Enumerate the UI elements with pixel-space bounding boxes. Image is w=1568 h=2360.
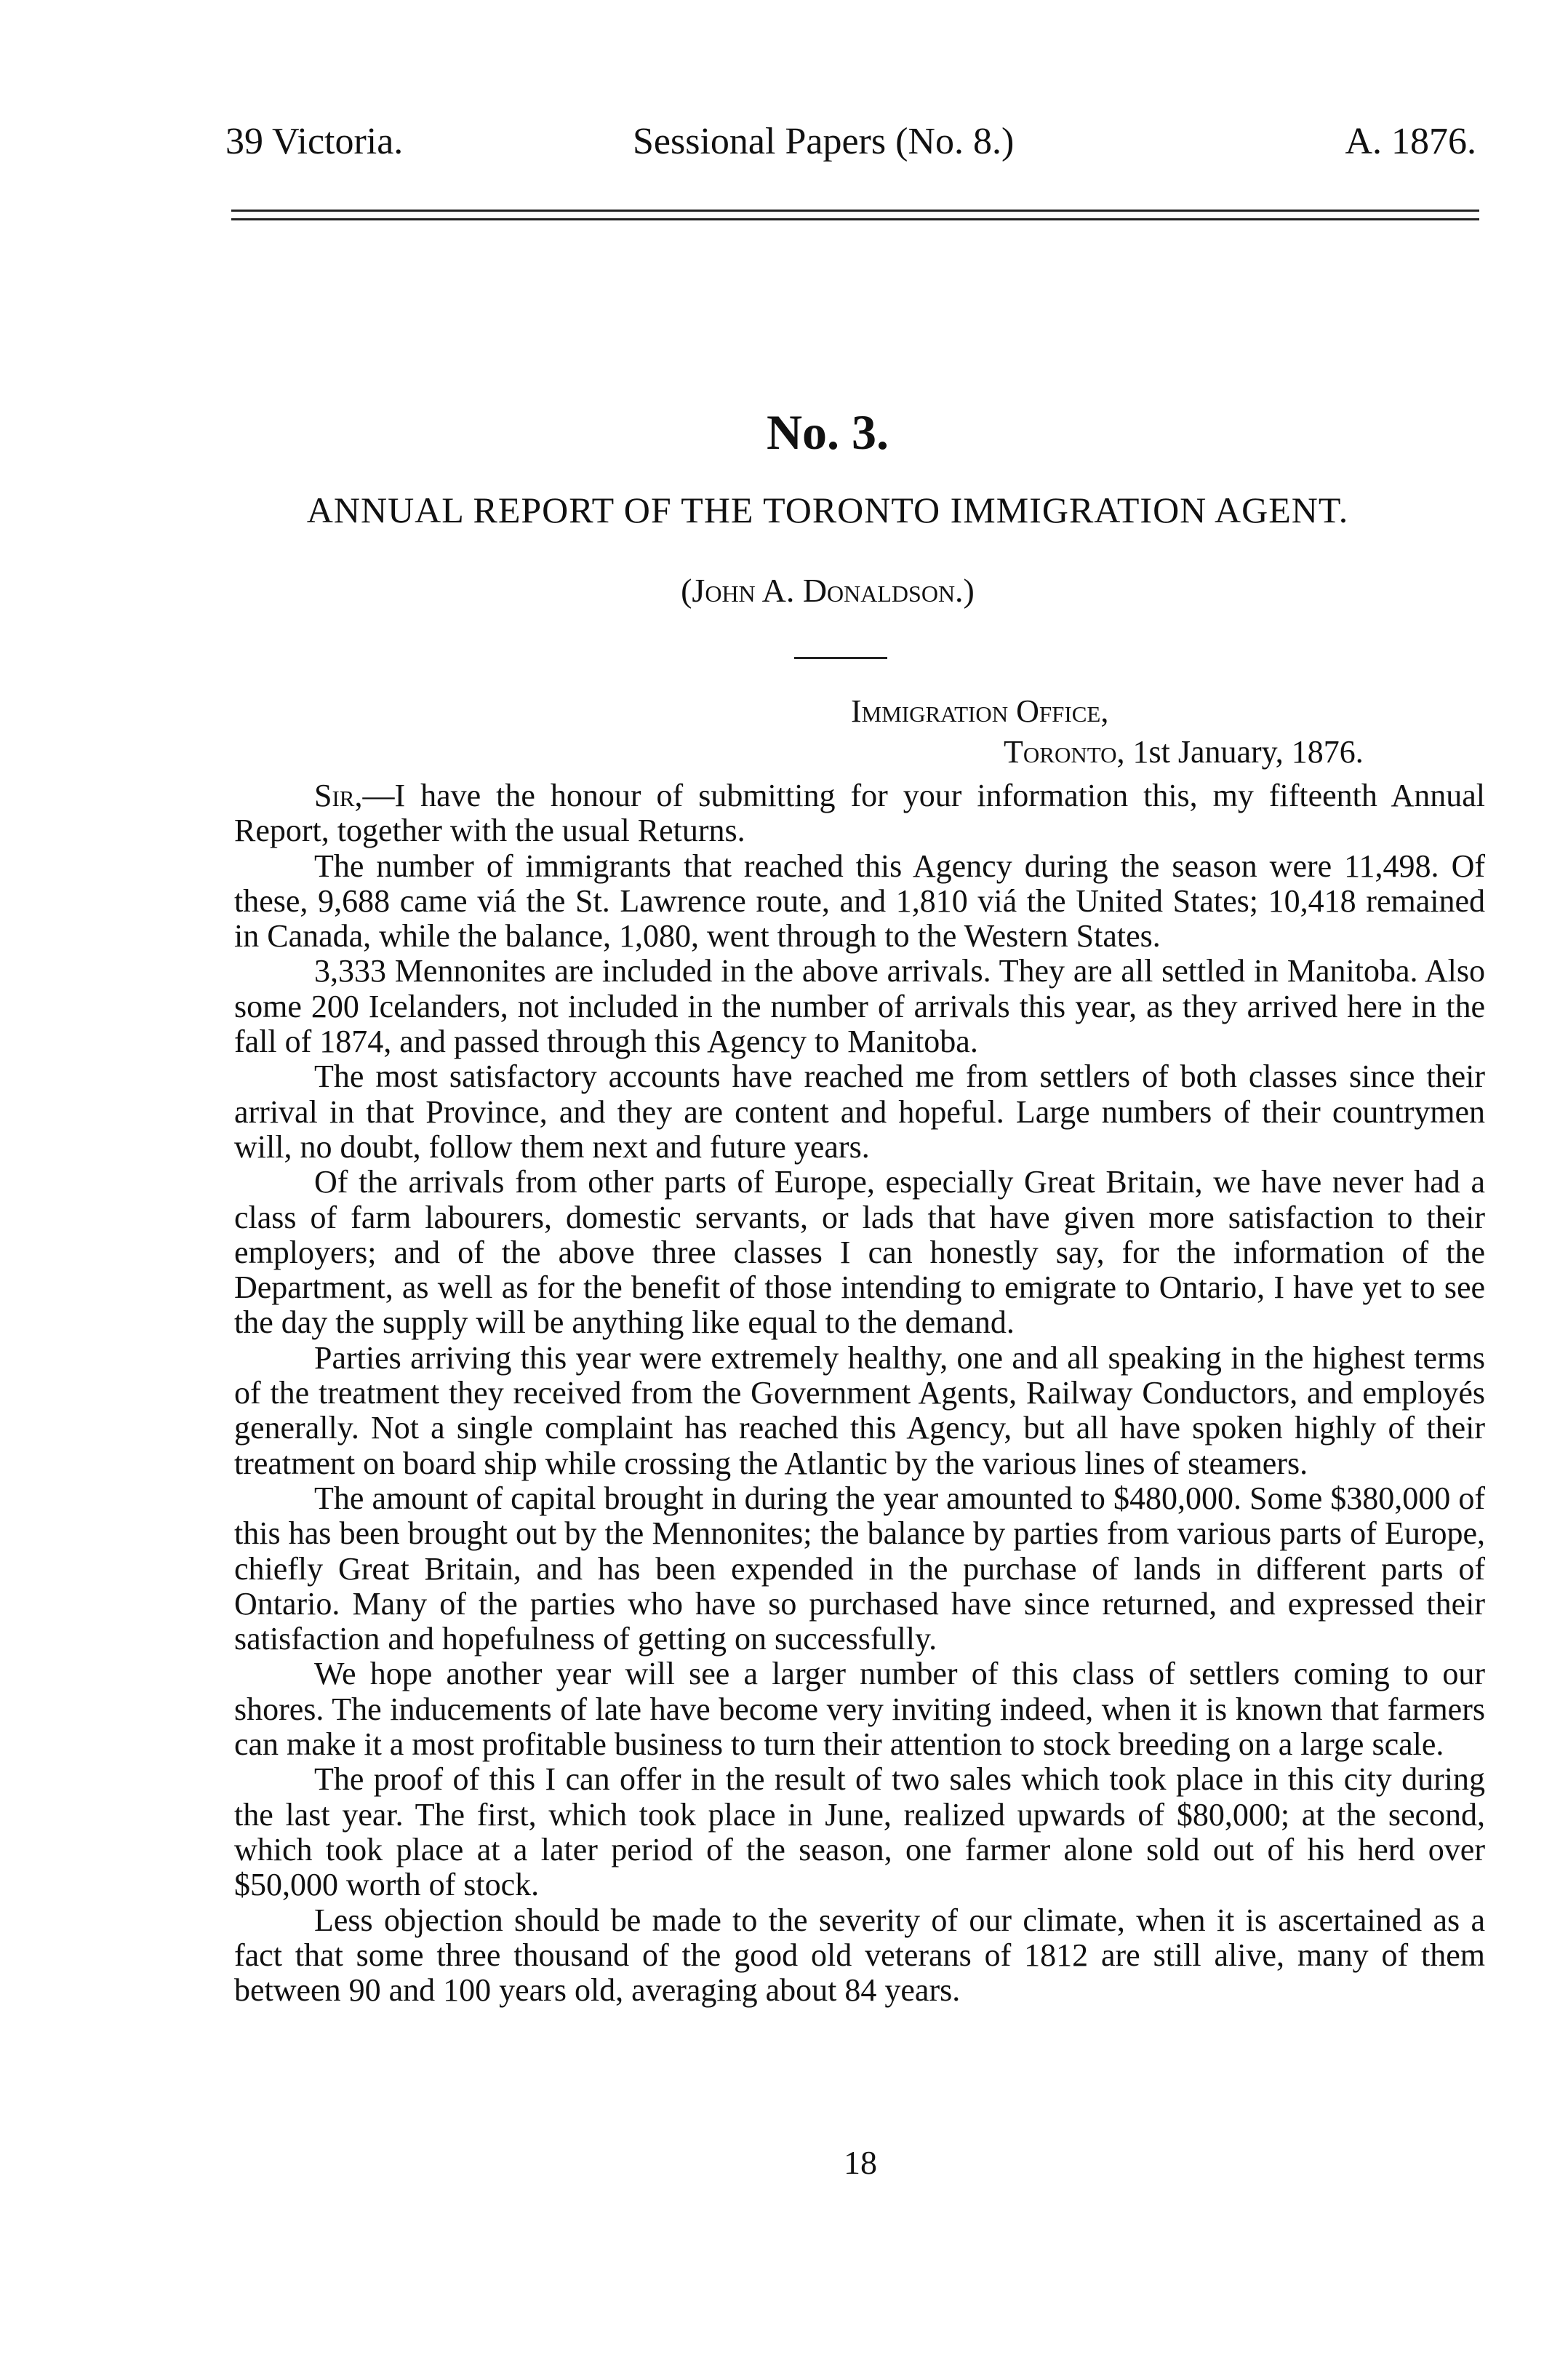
- dateline-place-date: [851, 732, 1364, 773]
- paragraph-text: —I have the honour of submitting for your information this, my fifteenth Annual Report, together with the usual Returns.: [234, 778, 1485, 849]
- dateline-city: Toronto: [1004, 734, 1117, 770]
- header-year: A. 1876.: [1345, 121, 1476, 162]
- paragraph: The most satisfactory accounts have reached me from settlers of both classes since their arrival in that Province, and they are content and hopeful. Large numbers of their countrymen will, no doubt, follow them next and future years.: [234, 1059, 1485, 1165]
- paragraph: Parties arriving this year were extremely healthy, one and all speaking in the highest terms of the treatment they received from the Government Agents, Railway Conductors, and employés generally. Not a single complaint has reached this Agency, but all have spoken highly of their treatment on board ship while crossing the Atlantic by the various lines of steamers.: [234, 1339, 1485, 1481]
- paragraph: We hope another year will see a larger number of this class of settlers coming to our shores. The inducements of late have become very inviting indeed, when it is known that farmers can make it a most profitable business to turn their attention to stock breeding on a large scale.: [234, 1656, 1485, 1763]
- paragraph: Less objection should be made to the severity of our climate, when it is ascertained as a fact that some three thousand of the good old veterans of 1812 are still alive, many of them between 90 and 100 years old, averaging about 84 years.: [234, 1902, 1485, 2009]
- paragraph: Of the arrivals from other parts of Europe, especially Great Britain, we have never had a class of farm labourers, domestic servants, or lads that have given more satisfaction to their employers; and of the above three classes I can honestly say, for the information of the Department, as well as for the benefit of those intending to emigrate to Ontario, I have yet to see the day the supply will be anything like equal to the demand.: [234, 1164, 1485, 1341]
- report-title: ANNUAL REPORT OF THE TORONTO IMMIGRATION AGENT.: [306, 490, 1349, 530]
- dateline-office: Immigration Office,: [851, 693, 1109, 729]
- header-double-rule: [231, 210, 1479, 220]
- dateline-date: , 1st January, 1876.: [1116, 734, 1364, 770]
- paragraph: 3,333 Mennonites are included in the above arrivals. They are all settled in Manitoba. Also some 200 Icelanders, not included in the number of arrivals this year, as they arrived here in the fall of 1874, and passed through this Agency to Manitoba.: [234, 953, 1485, 1060]
- letter-body: [234, 778, 1485, 2008]
- report-author: (John A. Donaldson.): [681, 572, 975, 609]
- paragraph: The number of immigrants that reached this Agency during the season were 11,498. Of these, 9,688 came viá the St. Lawrence route, and 1,810 viá the United States; 10,418 remained in Canada, while the balance, 1,080, went through to the Western States.: [234, 848, 1485, 954]
- header-sessional-papers: Sessional Papers (No. 8.): [633, 121, 1015, 162]
- title-divider: [794, 657, 887, 659]
- page-number: 18: [844, 2144, 877, 2181]
- paragraph: [234, 778, 1485, 849]
- running-header: [225, 116, 1476, 167]
- header-session: 39 Victoria.: [225, 121, 404, 162]
- paragraph: The proof of this I can offer in the result of two sales which took place in this city during the last year. The first, which took place in June, realized upwards of $80,000; at the second, which took place at a later period of the season, one farmer alone sold out of his herd over $50,000 worth of stock.: [234, 1761, 1485, 1903]
- dateline: [851, 691, 1364, 773]
- paragraph: The amount of capital brought in during the year amounted to $480,000. Some $380,000 of this has been brought out by the Mennonites; the balance by parties from various parts of Europe, chiefly Great Britain, and has been expended in the purchase of lands in different parts of Ontario. Many of the parties who have so purchased have since returned, and expressed their satisfaction and hopefulness of getting on successfully.: [234, 1480, 1485, 1657]
- report-number: No. 3.: [766, 404, 889, 460]
- salutation: Sir,: [314, 778, 363, 813]
